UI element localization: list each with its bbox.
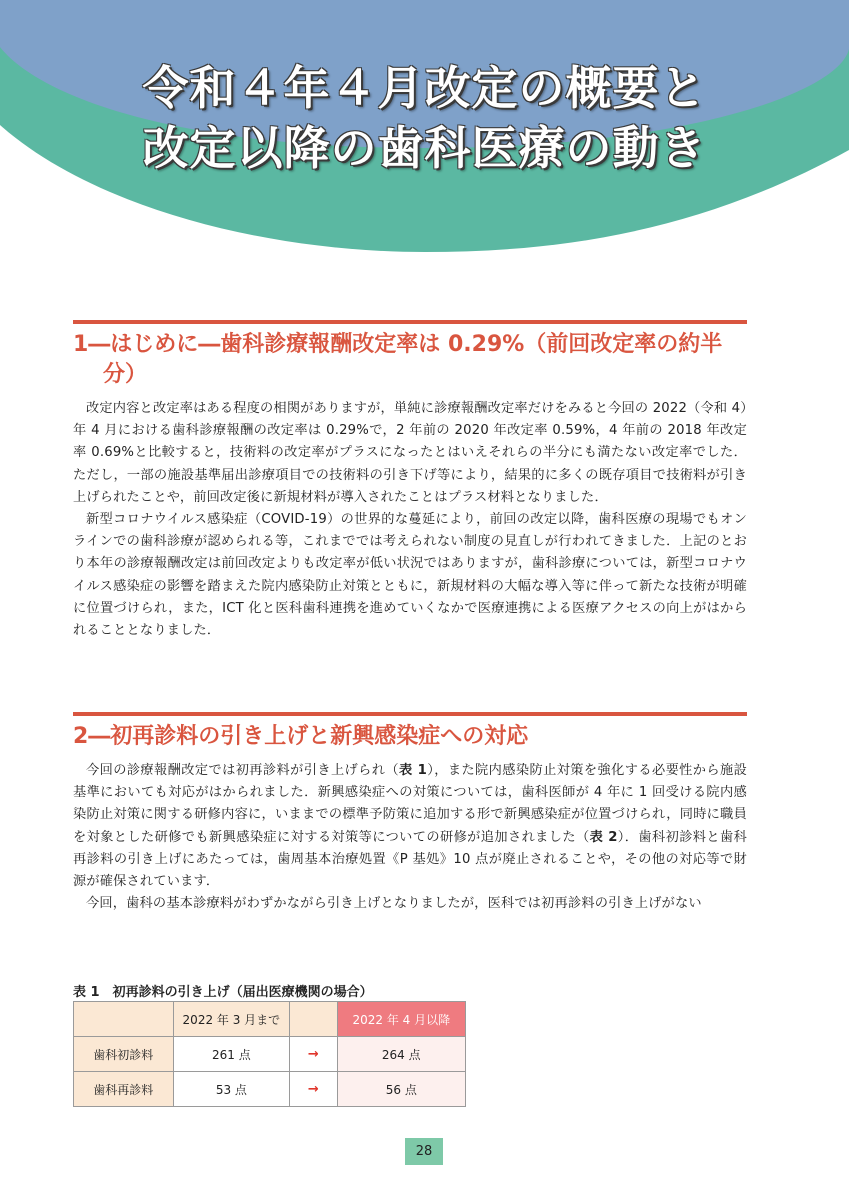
page-title-line2: 改定以降の歯科医療の動き <box>142 121 707 175</box>
section-2-heading: 2―初再診料の引き上げと新興感染症への対応 <box>73 724 529 749</box>
table-1 <box>73 1001 466 1107</box>
table-1-header-row <box>74 1002 466 1037</box>
section-1-paragraph-2: 新型コロナウイルス感染症（COVID-19）の世界的な蔓延により，前回の改定以降，歯科医療の現場でもオンラインでの歯科診療が認められる等，これまででは考えられない制度の見直しが行われてきました．上記のとおり本年の診療報酬改定は前回改定よりも改定率が低い状況ではありますが，歯科診療については，新型コロナウイルス感染症の影響を踏まえた院内感染防止対策とともに，新規材料の大幅な導入等に伴って新たな技術が明確に位置づけられ，また，ICT 化と医科歯科連携を進めていくなかで医療連携による医療アクセスの向上がはかられることとなりました． <box>73 512 747 639</box>
table-1-old-value: 53 点 <box>173 1072 290 1107</box>
table-row <box>74 1072 466 1107</box>
page-title <box>0 58 849 178</box>
section-1-rule <box>73 320 747 324</box>
section-1-paragraph-1: 改定内容と改定率はある程度の相関がありますが，単純に診療報酬改定率だけをみると今回の 2022（令和 4）年 4 月における歯科診療報酬の改定率は 0.29%で，2 年前の 2020 年改定率 0.59%，4 年前の 2018 年改定率 0.69%と比較すると，技術料の改定率がプラスになったとはいえそれらの半分にも満たない改定率でした．ただし，一部の施設基準届出診療項目での技術料の引き下げ等により，結果的に多くの既存項目で技術料が引き上げられたことや，前回改定後に新規材料が導入されたことはプラス材料となりました． <box>73 401 747 505</box>
section-2-paragraph-2: 今回，歯科の基本診療料がわずかながら引き上げとなりましたが，医科では初再診料の引き上げがない <box>86 896 702 912</box>
section-2-paragraph-1 <box>73 760 747 893</box>
section-2-text-b: ），また院内感染防止対策を強化する必要性から施設基準においても対応がはかられました．新興感染症への対策については，歯科医師が 4 年に 1 回受ける院内感染防止対策に関する研修内容に，いままでの標準予防策に追加する形で新興感染症が位置づけられ，同時に職員を対象とした研修でも新興感染症に対する対策等についての研修が追加されました（ <box>73 763 747 845</box>
table-1-header-spacer <box>290 1002 337 1037</box>
section-2-rule <box>73 712 747 716</box>
table-1-corner-cell <box>74 1002 174 1037</box>
table-1-reference: 表 1 <box>399 763 427 778</box>
section-2 <box>73 712 747 915</box>
table-1-row-label: 歯科初診料 <box>74 1037 174 1072</box>
table-1-old-value: 261 点 <box>173 1037 290 1072</box>
table-2-reference: 表 2 <box>589 829 618 845</box>
table-1-new-value: 56 点 <box>337 1072 465 1107</box>
section-2-text-c: ）．歯科初診料と歯科再診料の引き上げにあたっては，歯周基本治療処置《P 基処》10 点が廃止されることや，その他の対応等で財源が確保されています． <box>73 829 747 890</box>
page-title-line1: 令和４年４月改定の概要と <box>142 61 707 115</box>
page-number: 28 <box>405 1138 443 1165</box>
section-1 <box>73 320 747 642</box>
section-1-heading: 1―はじめに―歯科診療報酬改定率は 0.29%（前回改定率の約半分） <box>73 332 723 387</box>
table-row <box>74 1037 466 1072</box>
table-1-new-value: 264 点 <box>337 1037 465 1072</box>
table-1-caption: 表 1 初再診料の引き上げ（届出医療機関の場合） <box>73 985 373 1000</box>
table-1-header-old: 2022 年 3 月まで <box>173 1002 290 1037</box>
section-2-text-a: 今回の診療報酬改定では初再診料が引き上げられ（ <box>86 763 399 778</box>
arrow-right-icon: → <box>290 1072 337 1107</box>
table-1-row-label: 歯科再診料 <box>74 1072 174 1107</box>
table-1-header-new: 2022 年 4 月以降 <box>337 1002 465 1037</box>
arrow-right-icon: → <box>290 1037 337 1072</box>
